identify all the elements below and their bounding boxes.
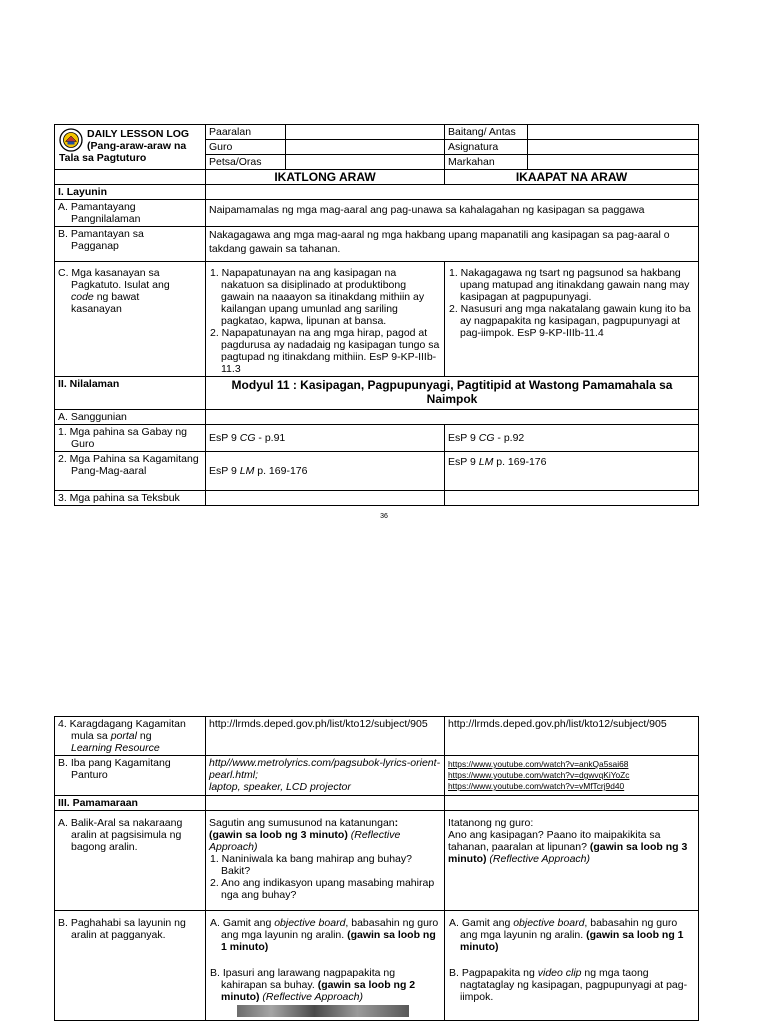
day3-header: IKATLONG ARAW (206, 170, 445, 185)
balik-day3-approach: (Reflective Approach) (209, 829, 401, 853)
paghahabi-day4-a (448, 917, 695, 953)
paghahabi-day3 (206, 911, 445, 1021)
paghahabi-label: B. Paghahabi sa layunin ng aralin at pagganyak. (55, 911, 206, 1021)
paghahabi-day3-a (209, 917, 441, 953)
teksbuk-label: 3. Mga pahina sa Teksbuk (55, 491, 206, 506)
gabay-day4 (445, 425, 699, 452)
lesson-log-table-1 (54, 124, 699, 506)
paghahabi-day3-a3: , babasahin ng guro ang mga layunin ng aralin. (221, 917, 439, 941)
paghahabi-day3-b (209, 967, 441, 1003)
gabay-day4-c: - p.92 (494, 432, 525, 444)
baitang-value[interactable] (528, 125, 699, 140)
day4-header: IKAAPAT NA ARAW (445, 170, 699, 185)
section-layunin: I. Layunin (55, 185, 206, 200)
balik-day3 (206, 811, 445, 911)
paghahabi-day4-b2: video clip (537, 967, 582, 979)
pagganap-value: Nakagagawa ang mga mag-aaral ng mga hakbang upang mapanatili ang kasipagan sa pag-aaral o takdang gawain sa tahanan. (206, 227, 699, 262)
karagdagang-day3-link[interactable]: http://lrmds.deped.gov.ph/list/kto12/subject/905 (206, 717, 445, 756)
iba-label (55, 756, 206, 796)
paghahabi-day4-b (448, 967, 695, 1003)
kagamitan-day4-c: p. 169-176 (493, 456, 547, 468)
kagamitan-day4-b: LM (478, 456, 494, 468)
lesson-log-table-2 (54, 716, 699, 1021)
log-title-line3: Tala sa Pagtuturo (59, 152, 147, 164)
pamantayang-value: Naipamamalas ng mga mag-aaral ang pag-unawa sa kahalagahan ng kasipagan sa paggawa (206, 200, 699, 227)
iba-label-2: Panturo (71, 769, 108, 781)
section-pamamaraan: III. Pamamaraan (55, 796, 206, 811)
kasanayan-label-3: code (71, 291, 94, 303)
paghahabi-day4-a4: (gawin sa loob ng 1 minuto) (460, 929, 684, 953)
balik-day4-line2: Ano ang kasipagan? Paano ito maipakikita sa tahanan, paaralan at lipunan? (448, 829, 661, 853)
paaralan-label: Paaralan (206, 125, 286, 140)
log-title (55, 125, 206, 170)
kasanayan-day4 (445, 262, 699, 377)
guro-value[interactable] (286, 140, 445, 155)
balik-day3-q2: 2. Ano ang indikasyon upang masabing mahirap nga ang buhay? (210, 877, 435, 901)
pamantayang-label-1: A. Pamantayang (58, 201, 136, 213)
pamamaraan-day3-blank (206, 796, 445, 811)
kasanayan-day4-item2: 2. Nasusuri ang mga nakatalang gawain kung ito ba ay nagpapakita ng kasipagan, pagpupunyagi at pag-iimpok. EsP 9-KP-IIIb-11.4 (449, 303, 691, 339)
guro-label: Guro (206, 140, 286, 155)
kasanayan-label (55, 262, 206, 377)
kagamitan-day3-c: p. 169-176 (254, 465, 308, 477)
iba-label-1: B. Iba pang Kagamitang (58, 757, 171, 769)
gabay-day4-a: EsP 9 (448, 432, 479, 444)
pamantayang-label (55, 200, 206, 227)
balik-day4-time: (gawin sa loob ng 3 minuto) (448, 841, 688, 865)
kasanayan-day3-item1: 1. Napapatunayan na ang kasipagan na nakatuon sa disiplinado at produktibong gawain na naaayon sa itinakdang mithiin ay kailangan upang umunlad ang sariling pagkatao, kapwa, lipunan at bansa. (210, 267, 425, 327)
pamamaraan-day4-blank (445, 796, 699, 811)
kasanayan-label-1: C. Mga kasanayan sa (58, 267, 160, 279)
gabay-day4-b: CG (478, 432, 495, 444)
paghahabi-day4 (445, 911, 699, 1021)
kagamitan-label: 2. Mga Pahina sa Kagamitang Pang-Mag-aaral (55, 452, 206, 491)
paghahabi-day3-a2: objective board (274, 917, 346, 929)
kasanayan-day4-item1: 1. Nakagagawa ng tsart ng pagsunod sa hakbang upang matupad ang itinakdang gawain nang may kasipagan at pagpupunyagi. (449, 267, 690, 303)
iba-day3-link[interactable]: http//www.metrolyrics.com/pagsubok-lyrics-orient-pearl.html; (209, 757, 441, 781)
paaralan-value[interactable] (286, 125, 445, 140)
markahan-label: Markahan (445, 155, 528, 170)
youtube-link-1[interactable]: https://www.youtube.com/watch?v=ankQa5sai68 (448, 759, 629, 769)
balik-day4 (445, 811, 699, 911)
day-header-blank (55, 170, 206, 185)
sanggunian-blank (206, 410, 699, 425)
kagamitan-day4-a: EsP 9 (448, 456, 479, 468)
kagamitan-day4 (445, 452, 699, 491)
karagdagang-day4-link[interactable]: http://lrmds.deped.gov.ph/list/kto12/subject/905 (445, 717, 699, 756)
asignatura-label: Asignatura (445, 140, 528, 155)
paghahabi-day3-b3: (Reflective Approach) (259, 991, 363, 1003)
kasanayan-day3-item2: 2. Napapatunayan na ang mga hirap, pagod at pagdurusa ay nadadaig ng kasipagan tungo sa pagtupad ng itinakdang mithiin. EsP 9-KP-IIIb-11.3 (210, 327, 440, 375)
petsa-value[interactable] (286, 155, 445, 170)
kagamitan-day3-b: LM (239, 465, 255, 477)
karagdagang-label-5: Learning Resource (71, 742, 160, 754)
asignatura-value[interactable] (528, 140, 699, 155)
layunin-blank (206, 185, 699, 200)
paghahabi-day4-b3: ng mga taong nagtataglay ng kasipagan, pagpupunyagi at pag-iimpok. (460, 967, 688, 1003)
pagganap-label-2: Pagganap (71, 240, 119, 252)
paghahabi-day4-a3: , babasahin ng guro ang mga layunin ng aralin. (460, 917, 678, 941)
log-title-line2: (Pang-araw-araw na (87, 140, 187, 152)
kagamitan-day3-a: EsP 9 (209, 465, 240, 477)
sanggunian-label: A. Sanggunian (55, 410, 206, 425)
iba-day3 (206, 756, 445, 796)
gabay-day3-b: CG (239, 432, 256, 444)
pamantayang-label-2: Pangnilalaman (71, 213, 141, 225)
paghahabi-day3-b1: B. Ipasuri ang larawang nagpapakita ng kahirapan sa buhay. (210, 967, 396, 991)
teksbuk-day3 (206, 491, 445, 506)
markahan-value[interactable] (528, 155, 699, 170)
baitang-label: Baitang/ Antas (445, 125, 528, 140)
balik-day3-q1: 1. Naniniwala ka bang mahirap ang buhay? Bakit? (210, 853, 412, 877)
page-number: 36 (380, 513, 388, 520)
karagdagang-label-1: 4. Karagdagang Kagamitan (58, 718, 186, 730)
balik-day3-time: (gawin sa loob ng 3 minuto) (209, 829, 348, 841)
paghahabi-day4-a2: objective board (513, 917, 585, 929)
balik-day3-intro: Sagutin ang sumusunod na katanungan (209, 817, 395, 829)
karagdagang-label-4: ng (136, 730, 152, 742)
paghahabi-day3-a4: (gawin sa loob ng 1 minuto) (221, 929, 436, 953)
teksbuk-day4 (445, 491, 699, 506)
balik-day4-approach: (Reflective Approach) (489, 853, 590, 865)
pagganap-label-1: B. Pamantayan sa (58, 228, 144, 240)
deped-seal-icon (59, 128, 83, 152)
petsa-label: Petsa/Oras (206, 155, 286, 170)
pagganap-label (55, 227, 206, 262)
modyul-title: Modyul 11 : Kasipagan, Pagpupunyagi, Pagtitipid at Wastong Pamamahala sa Naimpok (206, 377, 699, 410)
paghahabi-day4-b1: B. Pagpapakita ng (449, 967, 538, 979)
section-nilalaman: II. Nilalaman (55, 377, 206, 410)
balik-day3-colon: : (394, 817, 399, 829)
kasanayan-label-5: kasanayan (71, 303, 122, 315)
gabay-day3-a: EsP 9 (209, 432, 240, 444)
iba-day4 (445, 756, 699, 796)
paghahabi-day3-b2: (gawin sa loob ng 2 minuto) (221, 979, 416, 1003)
karagdagang-label-2: mula sa (71, 730, 111, 742)
balik-label: A. Balik-Aral sa nakaraang aralin at pagsisimula ng bagong aralin. (55, 811, 206, 911)
kasanayan-label-4: ng bawat (93, 291, 140, 303)
karagdagang-label (55, 717, 206, 756)
youtube-link-2[interactable]: https://www.youtube.com/watch?v=dgwvqKiYoZc (448, 770, 630, 780)
balik-day4-line1: Itatanong ng guro: (448, 817, 534, 829)
gabay-label: 1. Mga pahina sa Gabay ng Guro (55, 425, 206, 452)
iba-day3-equipment: laptop, speaker, LCD projector (209, 781, 351, 793)
gabay-day3-c: - p.91 (255, 432, 286, 444)
gabay-day3 (206, 425, 445, 452)
kasanayan-day3 (206, 262, 445, 377)
paghahabi-day3-a1: A. Gamit ang (210, 917, 275, 929)
karagdagang-label-3: portal (110, 730, 137, 742)
kasanayan-label-2: Pagkatuto. Isulat ang (71, 279, 170, 291)
kagamitan-day3 (206, 452, 445, 491)
log-title-line1: DAILY LESSON LOG (87, 128, 190, 140)
youtube-link-3[interactable]: https://www.youtube.com/watch?v=vMfTcrj9d40 (448, 781, 625, 791)
paghahabi-day4-a1: A. Gamit ang (449, 917, 514, 929)
kahirapan-image (237, 1005, 409, 1017)
